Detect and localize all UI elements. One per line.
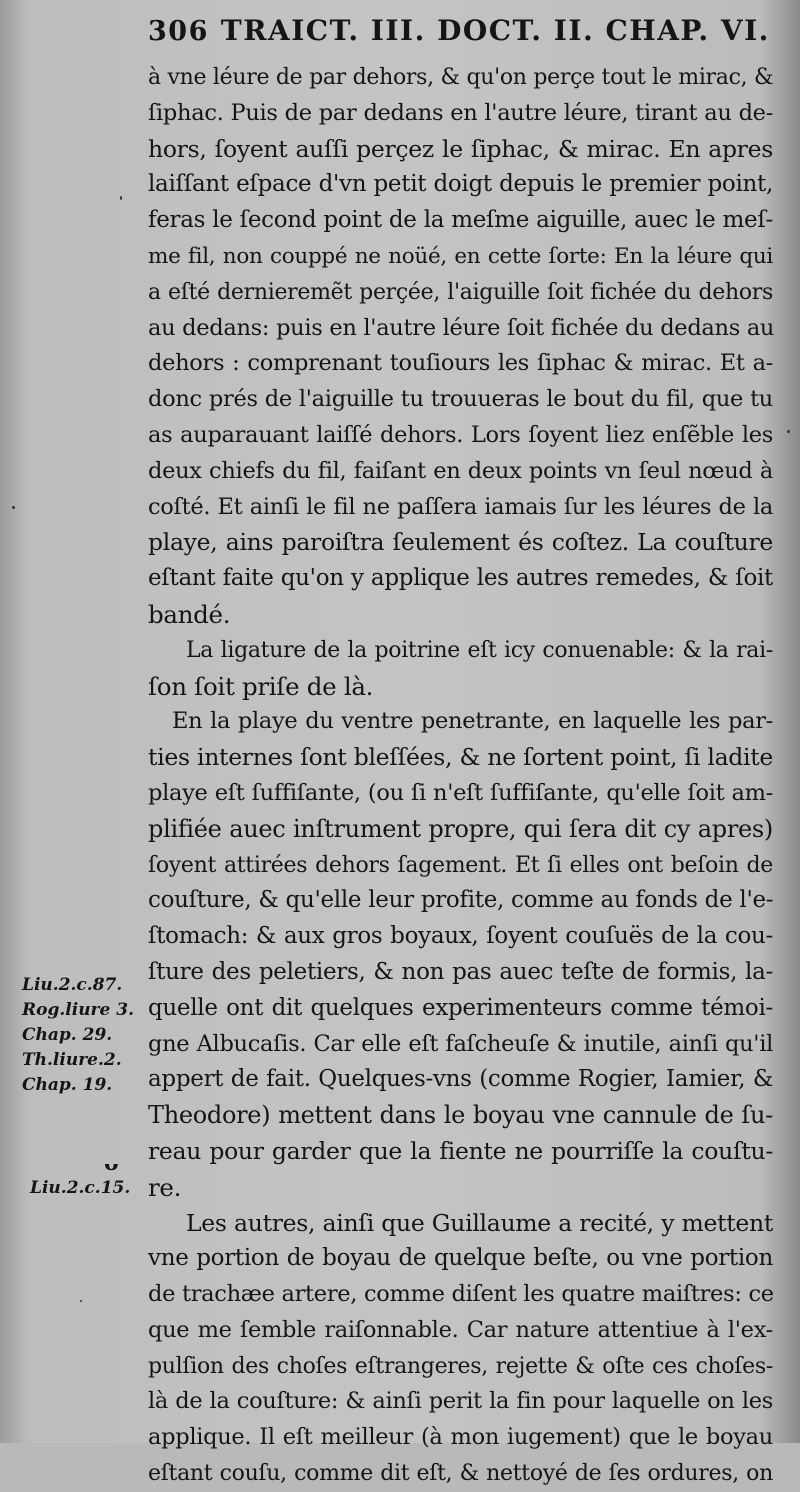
- text-line: applique. Il eſt meilleur (à mon iugement) que le boyau: [148, 1424, 773, 1451]
- margin-note: Liu.2.c.87.: [22, 975, 123, 995]
- paragraph-start-line: La ligature de la poitrine eſt icy conuenable: & la rai-: [186, 637, 773, 663]
- text-line: vne portion de boyau de quelque beſte, ou vne portion: [148, 1245, 773, 1272]
- text-line: playe eſt ſuffiſante, (ou ſi n'eſt ſuffiſante, qu'elle ſoit am-: [148, 779, 773, 806]
- text-line: as auparauant laiſſé dehors. Lors ſoyent liez enſẽble les: [148, 421, 773, 448]
- text-line: hors, ſoyent auſſi perçez le ſiphac, & mirac. En apres: [148, 134, 773, 163]
- text-line: ſture des peletiers, & non pas auec teſte de formis, la-: [148, 958, 773, 985]
- text-line: ſiphac. Puis de par dedans en l'autre léure, tirant au de-: [148, 99, 773, 126]
- text-line: Theodore) mettent dans le boyau vne cannule de ſu-: [148, 1101, 773, 1130]
- main-text-column: [148, 60, 773, 1492]
- text-line: appert de fait. Quelques-vns (comme Rogier, Iamier, &: [148, 1066, 773, 1093]
- paragraph-start-line: Les autres, ainſi que Guillaume a recité, y mettent: [186, 1208, 773, 1237]
- text-line: ties internes ſont bleſſées, & ne ſortent point, ſi ladite: [148, 743, 773, 772]
- ink-speck: [120, 196, 122, 200]
- page-number: 306: [148, 16, 209, 47]
- text-line: de trachæe artere, comme diſent les quatre maiſtres: ce: [148, 1281, 774, 1308]
- text-line: au dedans: puis en l'autre léure ſoit fichée du dedans au: [148, 314, 775, 341]
- margin-note: Liu.2.c.15.: [30, 1178, 131, 1198]
- text-line: ſoyent attirées dehors ſagement. Et ſi elles ont beſoin de: [148, 852, 773, 878]
- text-line: pulſion des choſes eſtrangeres, rejette & oſte ces choſes-: [148, 1353, 773, 1379]
- text-line: donc prés de l'aiguille tu trouueras le bout du fil, que tu: [148, 386, 773, 413]
- text-line: me fil, non couppé ne noüé, en cette ſorte: En la léure qui: [148, 243, 773, 269]
- text-line: gne Albucaſis. Car elle eſt faſcheuſe & inutile, ainſi qu'il: [148, 1030, 773, 1057]
- text-line: ſtomach: & aux gros boyaux, ſoyent couſuës de la cou-: [148, 923, 773, 950]
- text-line: a eſté dernieremẽt perçée, l'aiguille ſoit fichée du dehors: [148, 279, 773, 305]
- running-title: TRAICT. III. DOCT. II. CHAP. VI.: [220, 14, 770, 47]
- margin-note: Th.liure.2.: [22, 1050, 122, 1070]
- text-line: ſon ſoit priſe de là.: [148, 671, 374, 701]
- paragraph-start-line: En la playe du ventre penetrante, en laquelle les par-: [172, 708, 773, 735]
- text-line: coſté. Et ainſi le fil ne paſſera iamais ſur les léures de la: [148, 493, 773, 520]
- ink-speck: [80, 1300, 82, 1302]
- margin-note: Rog.liure 3.: [22, 1000, 134, 1020]
- margin-symbol-icon: ᴗ: [104, 1150, 119, 1176]
- page-header: [148, 14, 778, 58]
- text-line: bandé.: [148, 599, 231, 629]
- text-line: deux chiefs du fil, faiſant en deux points vn ſeul nœud à: [148, 457, 773, 484]
- text-line: quelle ont dit quelques experimenteurs comme témoi-: [148, 994, 773, 1021]
- text-line: couſture, & qu'elle leur profite, comme au fonds de l'e-: [148, 887, 774, 914]
- text-line: reau pour garder que la fiente ne pourriſſe la couſtu-: [148, 1136, 773, 1165]
- margin-note: Chap. 29.: [22, 1025, 113, 1045]
- text-line: eſtant faite qu'on y applique les autres remedes, & ſoit: [148, 565, 773, 592]
- text-line: à vne léure de par dehors, & qu'on perçe tout le mirac, &: [148, 65, 774, 90]
- ink-speck: [12, 506, 15, 509]
- ink-speck: [787, 430, 790, 433]
- text-line: là de la couſture: & ainſi perit la fin pour laquelle on les: [148, 1388, 773, 1415]
- text-line: re.: [148, 1172, 182, 1202]
- text-line: plifiée auec inſtrument propre, qui ſera dit cy apres): [148, 814, 773, 843]
- text-line: laiſſant eſpace d'vn petit doigt depuis le premier point,: [148, 171, 773, 198]
- text-line: dehors : comprenant touſiours les ſiphac & mirac. Et a-: [148, 350, 773, 377]
- margin-note: Chap. 19.: [22, 1075, 113, 1095]
- text-line: playe, ains paroiſtra ſeulement és coſtez. La couſture: [148, 528, 773, 557]
- margin-notes: [22, 973, 142, 1098]
- text-line: feras le ſecond point de la meſme aiguille, auec le meſ-: [148, 207, 773, 234]
- text-line: que me ſemble raiſonnable. Car nature attentiue à l'ex-: [148, 1316, 773, 1343]
- text-line: eſtant couſu, comme dit eſt, & nettoyé de ſes ordures, on: [148, 1461, 773, 1487]
